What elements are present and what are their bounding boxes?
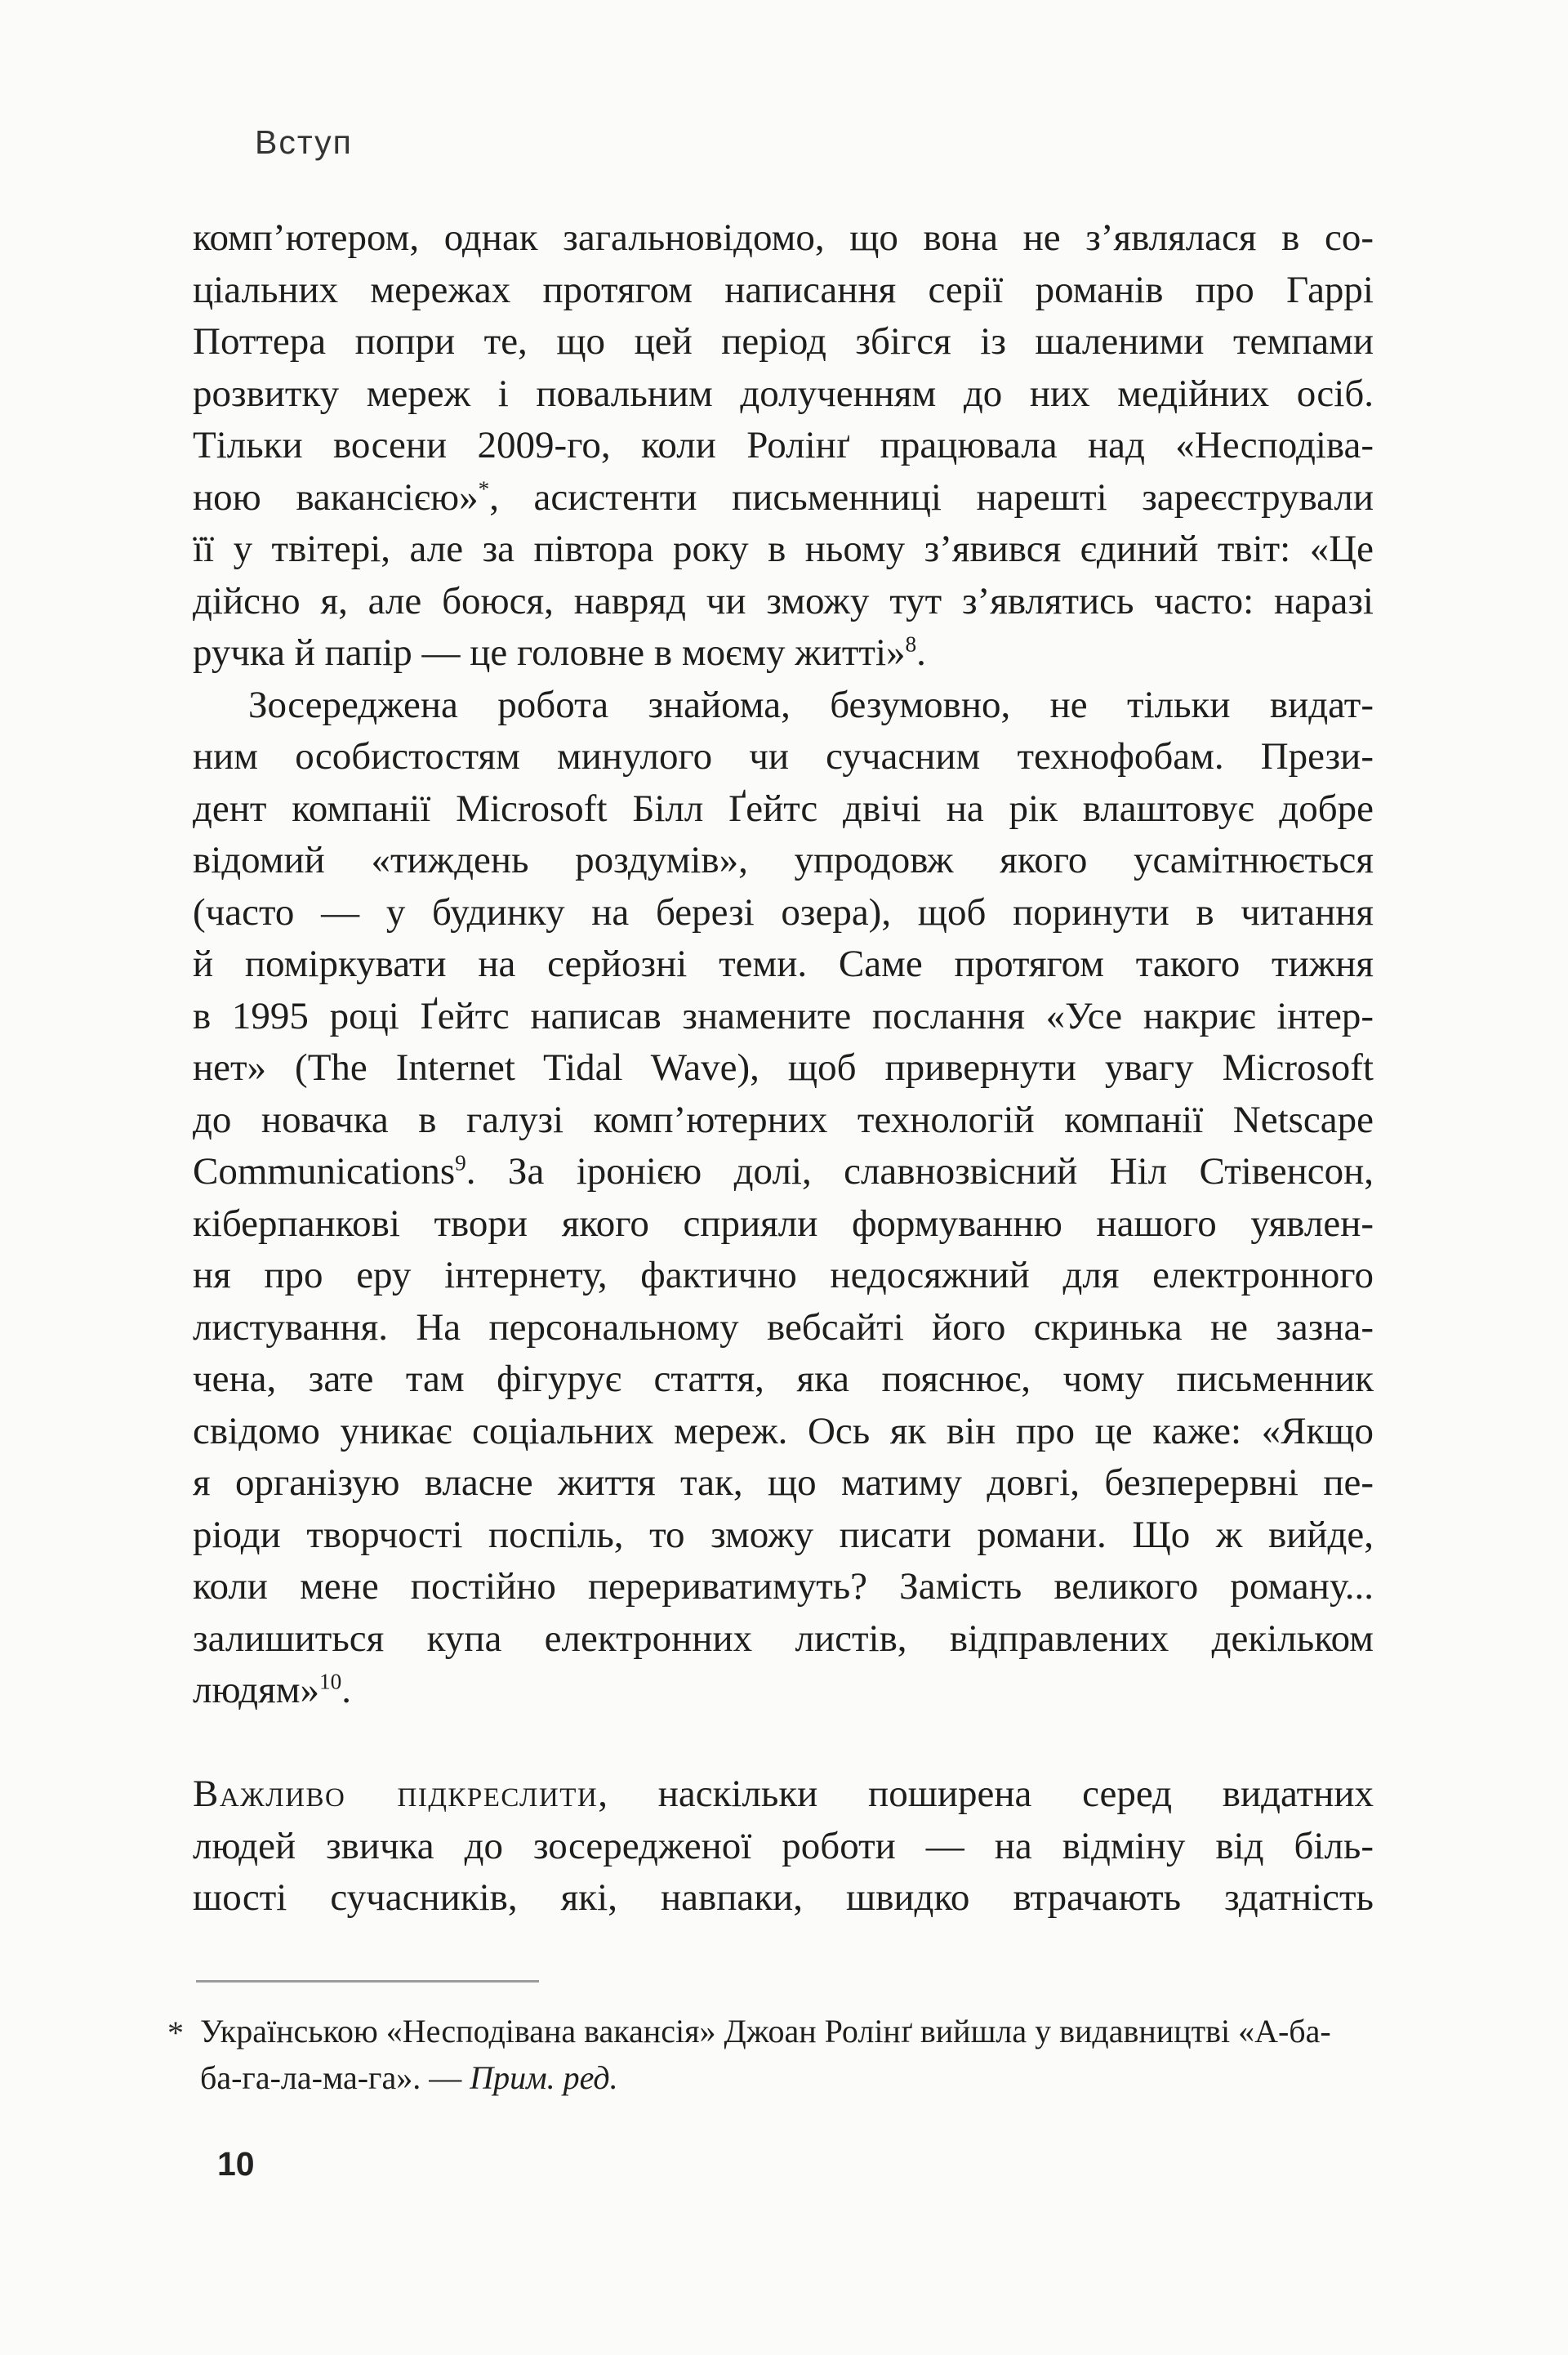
footnote-marker: * (167, 2014, 184, 2051)
text-segment: листування. На персональному вебсайті його скринька не зазна- (193, 1305, 1374, 1349)
text-segment: шості сучасників, які, навпаки, швидко втрачають здатність (193, 1876, 1374, 1919)
text-segment: чена, зате там фігурує стаття, яка пояснює, чому письменник (193, 1358, 1374, 1400)
small-caps-lead: Важливо підкреслити (193, 1773, 599, 1815)
italic-text: Прим. ред. (470, 2059, 618, 2096)
text-segment: ріоди творчості поспіль, то зможу писати романи. Що ж вийде, (193, 1513, 1374, 1556)
text-segment: комп’ютером, однак загальновідомо, що вона не з’являлася в со- (193, 216, 1374, 259)
text-line (193, 1613, 1374, 1666)
text-line (193, 1406, 1374, 1458)
text-segment: ня про еру інтернету, фактично недосяжний для електронного (193, 1254, 1374, 1296)
text-segment: до новачка в галузі комп’ютерних технологій компанії Netscape (193, 1098, 1374, 1141)
text-line (193, 1768, 1374, 1821)
text-line (193, 1250, 1374, 1302)
text-segment: я організую власне життя так, що матиму довгі, безперервні пе- (193, 1461, 1374, 1504)
text-segment: кіберпанкові твори якого сприяли формуванню нашого уявлен- (193, 1202, 1374, 1245)
text-segment: Тільки восени 2009-го, коли Ролінґ працювала над «Несподіва- (193, 424, 1374, 466)
footnote-text (200, 2008, 1384, 2101)
text-segment: ціальних мережах протягом написання серії романів про Гаррі (193, 268, 1374, 311)
text-segment: коли мене постійно перериватимуть? Замість великого роману... (193, 1565, 1374, 1608)
footnote (167, 2008, 1384, 2101)
text-segment: ним особистостям минулого чи сучасним технофобам. Прези- (193, 735, 1374, 778)
text-line (193, 576, 1374, 628)
text-segment: дент компанії Microsoft Білл Ґейтс двічі на рік влаштовує добре (193, 787, 1374, 830)
text-line (193, 731, 1374, 783)
text-segment: свідомо уникає соціальних мереж. Ось як він про це каже: «Якщо (193, 1409, 1374, 1452)
text-line (193, 1354, 1374, 1406)
text-line (193, 783, 1374, 836)
text-segment: (часто — у будинку на березі озера), щоб поринути в читання (193, 890, 1374, 934)
text-line (193, 991, 1374, 1043)
text-line (193, 887, 1374, 939)
text-segment: залишиться купа електронних листів, відправлених декільком (193, 1617, 1374, 1660)
text-line (193, 1302, 1374, 1354)
page-number: 10 (217, 2145, 255, 2183)
text-line (193, 939, 1374, 991)
text-line (193, 1821, 1374, 1873)
text-line (193, 265, 1374, 317)
superscript-reference: 9 (455, 1150, 466, 1175)
superscript-reference: 10 (318, 1669, 342, 1694)
text-line (193, 1872, 1374, 1925)
text-segment: відомий «тиждень роздумів», упродовж якого усамітнюється (193, 839, 1374, 881)
text-segment: Зосереджена робота знайома, безумовно, не тільки видат- (248, 683, 1374, 726)
text-line (200, 2054, 1384, 2101)
text-segment: людей звичка до зосередженої роботи — на відміну від біль- (193, 1824, 1374, 1867)
text-line (193, 368, 1374, 421)
text-segment: . (916, 631, 926, 674)
text-line (193, 1146, 1374, 1198)
text-line (193, 1042, 1374, 1095)
text-line (193, 680, 1374, 732)
text-segment: Поттера попри те, що цей період збігся із шаленими темпами (193, 320, 1374, 363)
text-line (193, 212, 1374, 265)
text-line (200, 2008, 1384, 2054)
text-segment: її у твітері, але за півтора року в ньому з’явився єдиний твіт: «Це (193, 528, 1374, 570)
text-segment: нет» (The Internet Tidal Wave), щоб привернути увагу Microsoft (193, 1046, 1374, 1089)
body-text (193, 212, 1374, 1925)
text-line (193, 524, 1374, 576)
text-segment: . За іронією долі, славнозвісний Ніл Стівенсон, (466, 1150, 1374, 1193)
superscript-reference: * (478, 475, 490, 501)
text-segment: ною вакансією» (193, 475, 479, 519)
text-segment: й поміркувати на серйозні теми. Саме протягом такого тижня (193, 943, 1374, 985)
text-line (193, 627, 1374, 680)
text-segment: Українською «Несподівана вакансія» Джоан Ролінґ вийшла у видавництві «А-ба- (200, 2013, 1331, 2049)
running-header: Вступ (255, 123, 353, 161)
text-line (193, 316, 1374, 368)
text-segment: дійсно я, але боюся, навряд чи зможу тут з’являтись часто: наразі (193, 579, 1374, 622)
text-line (193, 1665, 1374, 1717)
text-segment: розвитку мереж і повальним долученням до них медійних осіб. (193, 372, 1374, 415)
text-line (193, 1561, 1374, 1613)
text-line (193, 472, 1374, 524)
text-segment: ба-га-ла-ма-га». — (200, 2059, 470, 2096)
text-line (193, 420, 1374, 472)
footnote-divider (196, 1980, 539, 1983)
text-line (193, 835, 1374, 887)
text-segment: людям» (193, 1669, 319, 1711)
text-segment: , асистенти письменниці нарешті зареєстрували (489, 475, 1374, 519)
superscript-reference: 8 (905, 631, 917, 657)
text-segment: . (341, 1669, 351, 1711)
text-segment: , наскільки поширена серед видатних (598, 1773, 1374, 1815)
text-line (193, 1095, 1374, 1147)
text-segment: в 1995 році Ґейтс написав знамените послання «Усе накриє інтер- (193, 994, 1374, 1037)
text-line (193, 1510, 1374, 1562)
text-segment: ручка й папір — це головне в моєму житті» (193, 631, 906, 674)
text-line (193, 1198, 1374, 1251)
text-segment: Communications (193, 1150, 456, 1193)
text-line (193, 1457, 1374, 1510)
